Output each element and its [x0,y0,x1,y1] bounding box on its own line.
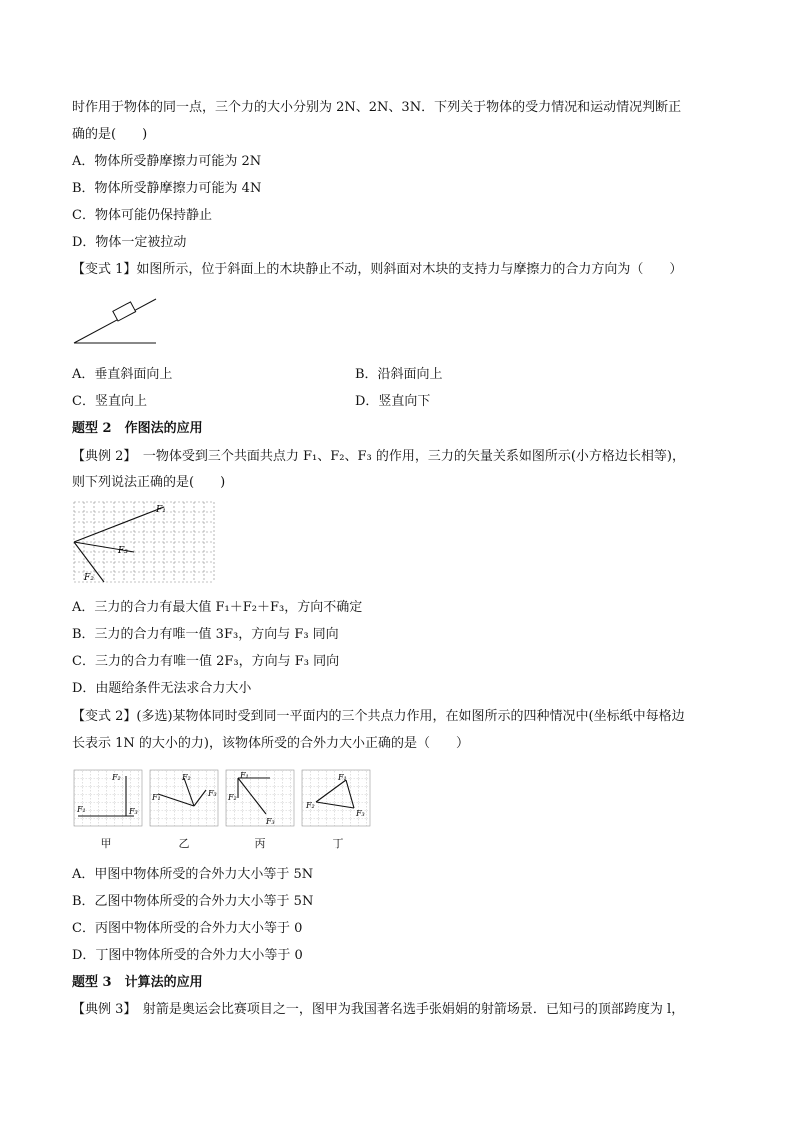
jia-label-f1: F₁ [77,805,86,814]
variant2-option-d: D．丁图中物体所受的合外力大小等于 0 [72,948,303,963]
variant2-stem-line2: 长表示 1N 的大小的力)，该物体所受的合外力大小正确的是（ ） [72,736,469,751]
caption-jia: 甲 [100,837,112,850]
variant1-option-c: C．竖直向上 [72,394,147,409]
yi-label-f2: F₂ [182,773,191,782]
label-f3: F₃ [118,546,128,556]
example2-option-b: B．三力的合力有唯一值 3F₃，方向与 F₃ 同向 [72,627,339,642]
example2-stem-line1: 【典例 2】 一物体受到三个共面共点力 F₁、F₂、F₃ 的作用，三力的矢量关系如图所示(小方格边长相等)， [72,449,686,464]
variant1-option-b: B．沿斜面向上 [355,367,443,382]
variant1-stem: 【变式 1】如图所示，位于斜面上的木块静止不动，则斜面对木块的支持力与摩擦力的合力方向为（ ） [72,262,683,277]
example2-option-a: A．三力的合力有最大值 F₁＋F₂＋F₃，方向不确定 [72,600,363,615]
incline-block-figure [72,295,162,347]
example2-option-c: C．三力的合力有唯一值 2F₃，方向与 F₃ 同向 [72,654,340,669]
variant1-option-d: D．竖直向下 [355,394,431,409]
bing-label-f3: F₃ [266,817,275,826]
yi-label-f3: F₃ [208,789,217,798]
caption-bing: 丙 [254,837,266,850]
q1-option-d: D．物体一定被拉动 [72,235,187,250]
label-f1: F₁ [156,505,166,515]
bing-label-f1: F₁ [240,771,249,780]
q1-stem-line1: 时作用于物体的同一点，三个力的大小分别为 2N、2N、3N．下列关于物体的受力情况和运动情况判断正 [72,100,682,115]
grid-jia [74,770,142,826]
q1-option-c: C．物体可能仍保持静止 [72,208,212,223]
grid-bing [226,770,294,826]
variant2-stem-line1: 【变式 2】(多选)某物体同时受到同一平面内的三个共点力作用，在如图所示的四种情况中(坐标纸中每格边 [72,709,685,724]
ding-label-f3: F₃ [356,809,365,818]
grid-ding [302,770,370,826]
variant1-option-a: A．垂直斜面向上 [72,367,173,382]
force-vector-grid-figure [72,500,216,588]
caption-ding: 丁 [332,837,344,850]
q1-option-b: B．物体所受静摩擦力可能为 4N [72,181,262,196]
ding-label-f2: F₂ [306,801,315,810]
bing-label-f2: F₂ [228,793,237,802]
caption-yi: 乙 [178,837,190,850]
variant2-option-b: B．乙图中物体所受的合外力大小等于 5N [72,894,314,909]
yi-label-f1: F₁ [152,793,161,802]
example2-option-d: D．由题给条件无法求合力大小 [72,681,252,696]
example2-stem-line2: 则下列说法正确的是( ) [72,475,226,490]
q1-option-a: A．物体所受静摩擦力可能为 2N [72,154,262,169]
variant2-option-a: A．甲图中物体所受的合外力大小等于 5N [72,867,314,882]
section-title-type3: 题型 3 计算法的应用 [72,975,203,990]
four-case-grid-figures [72,768,372,830]
section-title-type2: 题型 2 作图法的应用 [72,421,203,436]
variant2-option-c: C．丙图中物体所受的合外力大小等于 0 [72,921,303,936]
incline-slope [74,299,156,343]
label-f2: F₂ [84,573,94,583]
jia-label-f3: F₃ [129,807,138,816]
ding-label-f1: F₁ [338,773,347,782]
grid-yi [150,770,218,826]
jia-label-f2: F₂ [112,773,121,782]
q1-stem-line2: 确的是( ) [72,127,148,142]
wooden-block [113,302,136,321]
example3-stem-line1: 【典例 3】 射箭是奥运会比赛项目之一，图甲为我国著名选手张娟娟的射箭场景．已知弓的顶部跨度为 l， [72,1002,685,1017]
